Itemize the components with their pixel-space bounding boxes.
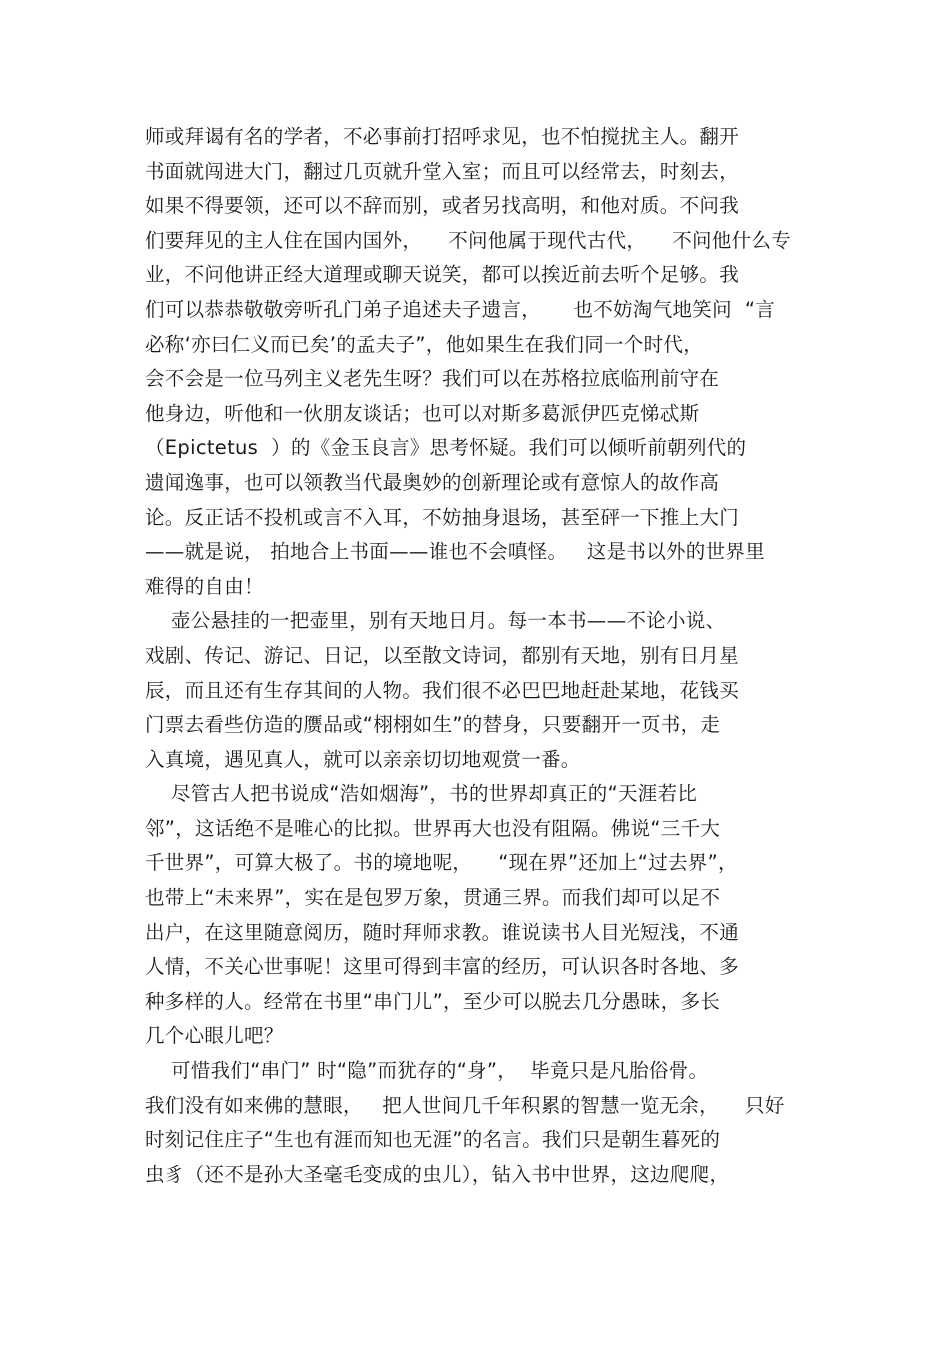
text-line: 尽管古人把书说成“浩如烟海”，书的世界却真正的“天涯若比: [145, 782, 698, 806]
text-line: 种多样的人。经常在书里“串门儿”，至少可以脱去几分愚昧，多长: [145, 989, 721, 1013]
text-line: 壶公悬挂的一把壶里，别有天地日月。每一本书——不论小说、: [145, 609, 726, 633]
text-line: 几个心眼儿吧？: [145, 1024, 284, 1048]
text-line: （Epictetus ）的《金玉良言》思考怀疑。我们可以倾听前朝列代的: [145, 436, 747, 460]
text-line: 千世界”，可算大极了。书的境地呢， “现在界”还加上“过去界”，: [145, 851, 738, 875]
text-line: 们可以恭恭敬敬旁听孔门弟子追述夫子遗言， 也不妨淘气地笑问 “言: [145, 297, 776, 321]
text-line: 时刻记住庄子“生也有涯而知也无涯”的名言。我们只是朝生暮死的: [145, 1128, 721, 1152]
text-line: 难得的自由！: [145, 574, 264, 598]
text-line: 遗闻逸事，也可以领教当代最奥妙的创新理论或有意惊人的故作高: [145, 470, 720, 494]
text-line: 门票去看些仿造的赝品或“栩栩如生”的替身，只要翻开一页书，走: [145, 713, 721, 737]
text-line: 我们没有如来佛的慧眼， 把人世间几千年积累的智慧一览无余， 只好: [145, 1093, 785, 1117]
text-line: ——就是说， 拍地合上书面——谁也不会嗔怪。 这是书以外的世界里: [145, 540, 765, 564]
text-line: 也带上“未来界”，实在是包罗万象，贯通三界。而我们却可以足不: [145, 886, 721, 910]
text-line: 必称‘亦曰仁义而已矣’的孟夫子”，他如果生在我们同一个时代，: [145, 332, 703, 356]
text-line: 书面就闯进大门，翻过几页就升堂入室；而且可以经常去，时刻去，: [145, 159, 740, 183]
text-line: 业，不问他讲正经大道理或聊天说笑，都可以挨近前去听个足够。我: [145, 263, 740, 287]
text-line: 论。反正话不投机或言不入耳，不妨抽身退场，甚至砰一下推上大门: [145, 505, 740, 529]
text-line: 邻”，这话绝不是唯心的比拟。世界再大也没有阻隔。佛说“三千大: [145, 816, 721, 840]
text-line: 虫豸（还不是孙大圣毫毛变成的虫儿），钻入书中世界，这边爬爬，: [145, 1162, 730, 1186]
text-line: 们要拜见的主人住在国内国外， 不问他属于现代古代， 不问他什么专: [145, 228, 791, 252]
text-line: 人情，不关心世事呢！这里可得到丰富的经历，可认识各时各地、多: [145, 955, 740, 979]
text-line: 可惜我们“串门” 时“隐”而犹存的“身”， 毕竟只是凡胎俗骨。: [145, 1059, 709, 1083]
text-line: 入真境，遇见真人，就可以亲亲切切地观赏一番。: [145, 747, 581, 771]
text-line: 他身边，听他和一伙朋友谈话；也可以对斯多葛派伊匹克悌忒斯: [145, 401, 700, 425]
text-line: 会不会是一位马列主义老先生呀？我们可以在苏格拉底临刑前守在: [145, 367, 720, 391]
text-line: 戏剧、传记、游记、日记，以至散文诗词，都别有天地，别有日月星: [145, 643, 740, 667]
text-line: 师或拜谒有名的学者，不必事前打招呼求见，也不怕搅扰主人。翻开: [145, 125, 740, 148]
text-line: 如果不得要领，还可以不辞而别，或者另找高明，和他对质。不问我: [145, 194, 740, 218]
body-text: [145, 120, 825, 1192]
text-line: 辰，而且还有生存其间的人物。我们很不必巴巴地赶赴某地，花钱买: [145, 678, 740, 702]
text-line: 出户，在这里随意阅历，随时拜师求教。谁说读书人目光短浅，不通: [145, 920, 740, 944]
